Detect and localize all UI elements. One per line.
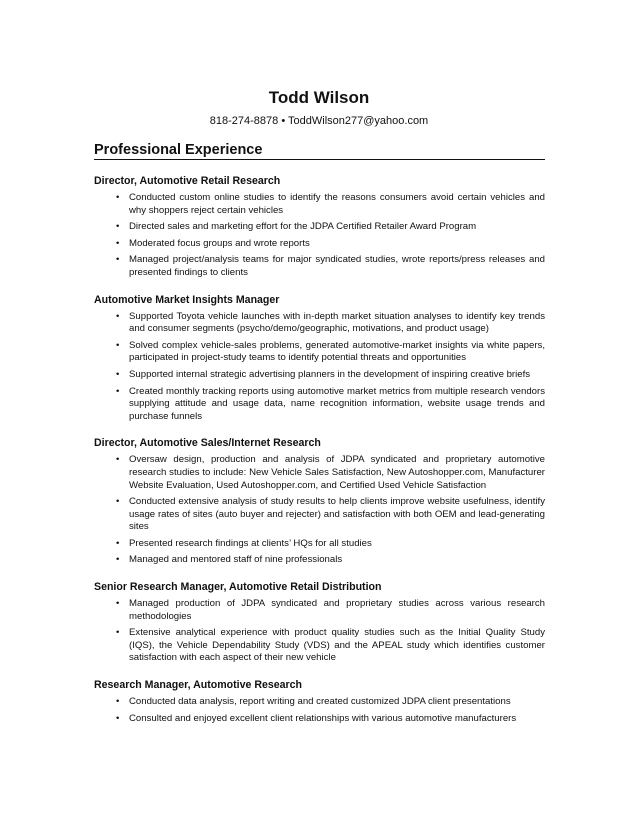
bullet-text: Conducted extensive analysis of study results to help clients improve website usefulness, identify usage rates of sites (auto buyer and rejecter) and satisfaction with both OEM and lead-generating sites [129, 496, 545, 533]
bullet-icon: • [116, 537, 120, 549]
bullet-icon: • [116, 627, 120, 639]
job-title: Automotive Market Insights Manager [94, 293, 280, 306]
bullet-list [94, 311, 545, 424]
bullet-list [94, 192, 545, 280]
bullet-icon: • [116, 221, 120, 233]
bullet-item [94, 311, 545, 336]
bullet-text: Managed and mentored staff of nine professionals [129, 554, 343, 566]
bullet-text: Conducted data analysis, report writing and created customized JDPA client presentations [129, 696, 511, 708]
bullet-item [94, 696, 545, 709]
bullet-item [94, 221, 545, 234]
job-title: Director, Automotive Sales/Internet Research [94, 437, 321, 450]
bullet-icon: • [116, 310, 120, 322]
bullet-item [94, 454, 545, 492]
section-divider [94, 159, 545, 160]
bullet-icon: • [116, 554, 120, 566]
candidate-name: Todd Wilson [268, 88, 370, 107]
bullet-icon: • [116, 496, 120, 508]
bullet-text: Conducted custom online studies to identify the reasons consumers avoid certain vehicles and why shoppers reject certain vehicles [129, 192, 545, 216]
bullet-text: Directed sales and marketing effort for the JDPA Certified Retailer Award Program [129, 221, 477, 233]
bullet-icon: • [116, 385, 120, 397]
bullet-item [94, 369, 545, 382]
bullet-text: Oversaw design, production and analysis of JDPA syndicated and proprietary automotive research studies to include: New Vehicle Sales Satisfaction, New Autoshopper.com, Manufacturer Website Evaluation, Used Autoshopper.com, and Certified Used Vehicle Satisfaction [129, 454, 545, 491]
job-entry [94, 679, 545, 725]
bullet-icon: • [116, 368, 120, 380]
bullet-text: Moderated focus groups and wrote reports [129, 237, 310, 249]
bullet-list [94, 454, 545, 567]
job-entry [94, 294, 545, 424]
bullet-item [94, 386, 545, 424]
bullet-text: Created monthly tracking reports using automotive market metrics from multiple research vendors supplying attitude and usage data, name recognition information, website usage trends and purchase funnels [129, 385, 545, 422]
bullet-list [94, 696, 545, 725]
bullet-icon: • [116, 237, 120, 249]
bullet-icon: • [116, 598, 120, 610]
bullet-item [94, 713, 545, 726]
job-title: Research Manager, Automotive Research [94, 679, 303, 692]
bullet-item [94, 627, 545, 665]
bullet-item [94, 496, 545, 534]
bullet-text: Supported Toyota vehicle launches with in-depth market situation analyses to identify key trends and consumer segments (psycho/demo/geographic, motivations, and product usage) [129, 310, 545, 335]
bullet-item [94, 192, 545, 217]
bullet-item [94, 340, 545, 365]
bullet-icon: • [116, 454, 120, 466]
bullet-icon: • [116, 712, 120, 724]
job-title: Senior Research Manager, Automotive Retail Distribution [94, 581, 382, 594]
bullet-icon: • [116, 254, 120, 266]
bullet-text: Consulted and enjoyed excellent client relationships with various automotive manufacturers [129, 712, 517, 724]
job-entry [94, 175, 545, 280]
bullet-icon: • [116, 339, 120, 351]
bullet-text: Supported internal strategic advertising planners in the development of inspiring creative briefs [129, 368, 531, 380]
job-entry [94, 581, 545, 665]
contact-line: 818-274-8878 • ToddWilson277@yahoo.com [209, 115, 429, 127]
experience-list [94, 175, 545, 739]
bullet-icon: • [116, 696, 120, 708]
bullet-text: Extensive analytical experience with product quality studies such as the Initial Quality Study (IQS), the Vehicle Dependability Study (VDS) and the APEAL study which identifies customer satisfaction with each aspect of their new vehicle [129, 627, 545, 664]
bullet-item [94, 538, 545, 551]
section-title: Professional Experience [94, 142, 263, 158]
job-title: Director, Automotive Retail Research [94, 175, 281, 187]
bullet-list [94, 598, 545, 665]
job-entry [94, 437, 545, 567]
bullet-item [94, 598, 545, 623]
bullet-text: Solved complex vehicle-sales problems, generated automotive-market insights via white papers, participated in project-study teams to identify potential threats and opportunities [129, 339, 545, 364]
bullet-text: Managed project/analysis teams for major syndicated studies, wrote reports/press releases and presented findings to clients [129, 254, 545, 278]
bullet-item [94, 554, 545, 567]
bullet-item [94, 238, 545, 251]
bullet-text: Managed production of JDPA syndicated and proprietary studies across various research methodologies [129, 598, 545, 622]
bullet-icon: • [116, 192, 120, 203]
bullet-item [94, 254, 545, 279]
bullet-text: Presented research findings at clients’ HQs for all studies [129, 537, 372, 549]
